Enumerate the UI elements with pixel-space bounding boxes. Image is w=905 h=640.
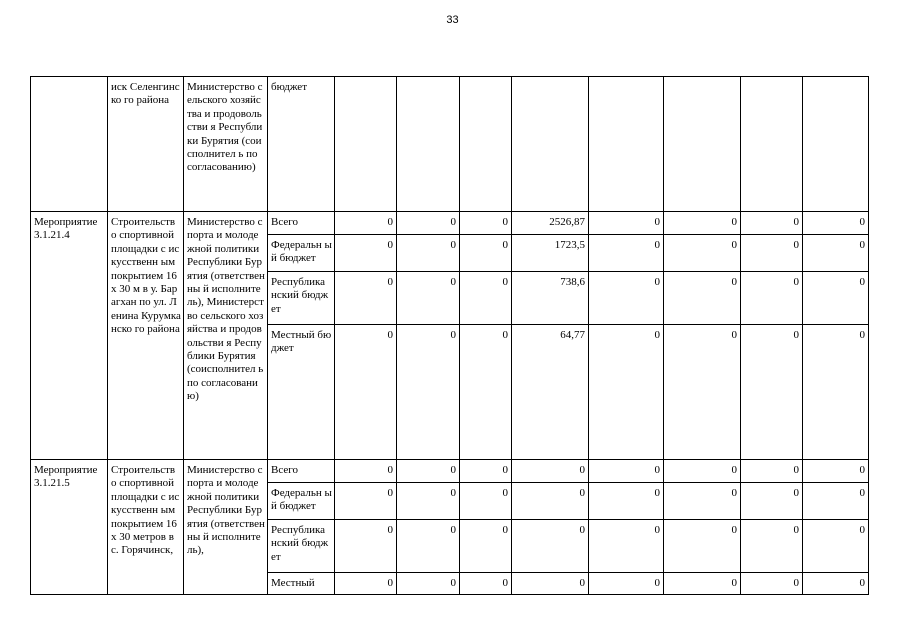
value-cell: 0 — [460, 235, 512, 272]
value-cell: 0 — [460, 520, 512, 573]
value-cell: 0 — [397, 272, 460, 325]
measure-id-cell: Мероприятие 3.1.21.4 — [31, 212, 108, 460]
value-cell: 0 — [589, 460, 664, 483]
value-cell: 0 — [460, 212, 512, 235]
value-cell: 0 — [664, 520, 741, 573]
value-cell: 0 — [664, 272, 741, 325]
value-cell: 0 — [741, 325, 803, 460]
funding-source-cell: Всего — [268, 460, 335, 483]
value-cell: 0 — [589, 212, 664, 235]
value-cell: 0 — [589, 483, 664, 520]
value-cell: 0 — [803, 212, 869, 235]
value-cell: 0 — [741, 272, 803, 325]
value-cell: 0 — [512, 573, 589, 595]
value-cell: 0 — [397, 483, 460, 520]
value-cell: 0 — [664, 235, 741, 272]
page-number: 33 — [446, 14, 459, 26]
value-cell: 0 — [335, 520, 397, 573]
value-cell: 0 — [335, 212, 397, 235]
funding-source-cell: Федеральн ый бюджет — [268, 483, 335, 520]
funding-source-cell: Республика нский бюджет — [268, 272, 335, 325]
value-cell: 2526,87 — [512, 212, 589, 235]
executor-cell: Министерство сельского хозяйства и продовольстви я Республики Бурятия (соисполнител ь по согласованию) — [184, 77, 268, 212]
value-cell: 0 — [397, 520, 460, 573]
value-cell: 0 — [741, 483, 803, 520]
value-cell: 0 — [664, 325, 741, 460]
value-cell — [803, 77, 869, 212]
value-cell: 0 — [803, 573, 869, 595]
table-row — [31, 460, 869, 483]
value-cell: 0 — [741, 212, 803, 235]
value-cell: 0 — [664, 483, 741, 520]
funding-source-cell: Всего — [268, 212, 335, 235]
executor-cell: Министерство спорта и молодежной политики Республики Бурятия (ответственны й исполнитель), Министерство сельского хозяйства и продовольстви я Республики Бурятия (соисполнител ь по согласованию) — [184, 212, 268, 460]
value-cell: 0 — [460, 460, 512, 483]
value-cell: 0 — [741, 520, 803, 573]
value-cell: 0 — [803, 235, 869, 272]
funding-source-cell: Федеральн ый бюджет — [268, 235, 335, 272]
value-cell: 0 — [335, 460, 397, 483]
value-cell: 0 — [589, 573, 664, 595]
value-cell: 0 — [741, 235, 803, 272]
value-cell: 0 — [335, 272, 397, 325]
table-row — [31, 77, 869, 212]
value-cell: 0 — [397, 460, 460, 483]
funding-source-cell: Местный — [268, 573, 335, 595]
value-cell: 0 — [460, 573, 512, 595]
value-cell: 0 — [460, 272, 512, 325]
value-cell: 0 — [589, 272, 664, 325]
budget-table — [30, 76, 869, 595]
value-cell: 0 — [664, 460, 741, 483]
value-cell: 0 — [397, 235, 460, 272]
value-cell: 0 — [803, 272, 869, 325]
measure-id-cell: Мероприятие 3.1.21.5 — [31, 460, 108, 595]
value-cell: 0 — [512, 520, 589, 573]
value-cell — [397, 77, 460, 212]
value-cell: 0 — [589, 520, 664, 573]
measure-description-cell: Строительств о спортивной площадки с искусственн ым покрытием 16 х 30 м в у. Барагхан по ул. Ленина Курумканско го района — [108, 212, 184, 460]
measure-id-cell — [31, 77, 108, 212]
value-cell: 0 — [589, 235, 664, 272]
funding-source-cell: Местный бюджет — [268, 325, 335, 460]
value-cell: 0 — [512, 460, 589, 483]
value-cell: 64,77 — [512, 325, 589, 460]
value-cell: 0 — [397, 325, 460, 460]
value-cell — [664, 77, 741, 212]
value-cell: 0 — [741, 460, 803, 483]
value-cell: 0 — [741, 573, 803, 595]
value-cell: 0 — [803, 520, 869, 573]
value-cell: 0 — [803, 460, 869, 483]
value-cell: 1723,5 — [512, 235, 589, 272]
executor-cell: Министерство спорта и молодежной политики Республики Бурятия (ответственны й исполнитель), — [184, 460, 268, 595]
value-cell: 0 — [335, 573, 397, 595]
value-cell — [335, 77, 397, 212]
value-cell — [460, 77, 512, 212]
value-cell: 0 — [335, 235, 397, 272]
value-cell: 0 — [460, 483, 512, 520]
value-cell: 738,6 — [512, 272, 589, 325]
funding-source-cell: бюджет — [268, 77, 335, 212]
value-cell: 0 — [460, 325, 512, 460]
measure-description-cell: Строительств о спортивной площадки с искусственн ым покрытием 16 х 30 метров в с. Горячинск, — [108, 460, 184, 595]
value-cell: 0 — [803, 483, 869, 520]
value-cell: 0 — [664, 573, 741, 595]
value-cell: 0 — [397, 573, 460, 595]
value-cell — [589, 77, 664, 212]
value-cell: 0 — [397, 212, 460, 235]
table-row — [31, 212, 869, 235]
value-cell: 0 — [664, 212, 741, 235]
measure-description-cell: иск Селенгинско го района — [108, 77, 184, 212]
funding-source-cell: Республика нский бюджет — [268, 520, 335, 573]
value-cell: 0 — [803, 325, 869, 460]
value-cell: 0 — [512, 483, 589, 520]
value-cell: 0 — [335, 483, 397, 520]
value-cell — [512, 77, 589, 212]
value-cell: 0 — [589, 325, 664, 460]
value-cell — [741, 77, 803, 212]
value-cell: 0 — [335, 325, 397, 460]
